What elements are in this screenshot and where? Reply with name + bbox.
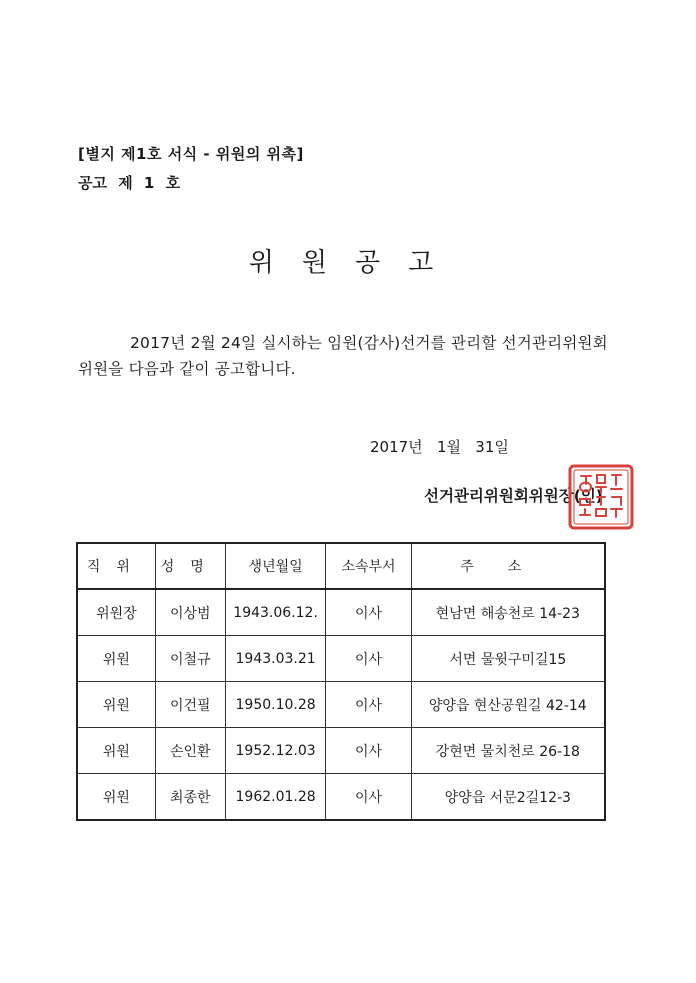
cell-address: 현남면 해송천로 14-23 bbox=[411, 589, 605, 636]
header-department: 소속부서 bbox=[326, 543, 411, 589]
cell-birthdate: 1950.10.28 bbox=[225, 682, 326, 728]
cell-name: 최종한 bbox=[155, 774, 225, 821]
cell-name: 이건필 bbox=[155, 682, 225, 728]
table-row bbox=[77, 682, 605, 728]
page-title: 위원공고 bbox=[248, 248, 462, 278]
cell-birthdate: 1962.01.28 bbox=[225, 774, 326, 821]
cell-name: 이철규 bbox=[155, 636, 225, 682]
cell-birthdate: 1943.03.21 bbox=[225, 636, 326, 682]
cell-birthdate: 1943.06.12. bbox=[225, 589, 326, 636]
form-label: [별지 제1호 서식 - 위원의 위촉] bbox=[78, 145, 304, 163]
cell-position: 위원 bbox=[77, 636, 155, 682]
cell-department: 이사 bbox=[326, 589, 411, 636]
cell-position: 위원 bbox=[77, 774, 155, 821]
official-seal-icon bbox=[567, 463, 635, 531]
cell-position: 위원장 bbox=[77, 589, 155, 636]
table-row bbox=[77, 589, 605, 636]
cell-birthdate: 1952.12.03 bbox=[225, 728, 326, 774]
header-position: 직위 bbox=[77, 543, 155, 589]
notice-body: 2017년 2월 24일 실시하는 임원(감사)선거를 관리할 선거관리위원회 위원을 다음과 같이 공고합니다. bbox=[78, 334, 608, 378]
cell-position: 위원 bbox=[77, 728, 155, 774]
members-table bbox=[76, 542, 606, 821]
cell-department: 이사 bbox=[326, 682, 411, 728]
cell-address: 양양읍 현산공원길 42-14 bbox=[411, 682, 605, 728]
header-address: 주소 bbox=[411, 543, 605, 589]
cell-name: 손인환 bbox=[155, 728, 225, 774]
chairman-signature: 선거관리위원회위원장(인) bbox=[424, 487, 603, 505]
table-header-row bbox=[77, 543, 605, 589]
table-row bbox=[77, 774, 605, 821]
cell-department: 이사 bbox=[326, 774, 411, 821]
table-row bbox=[77, 728, 605, 774]
cell-address: 강현면 물치천로 26-18 bbox=[411, 728, 605, 774]
cell-name: 이상범 bbox=[155, 589, 225, 636]
cell-address: 양양읍 서문2길12-3 bbox=[411, 774, 605, 821]
notice-date: 2017년 1월 31일 bbox=[370, 438, 509, 456]
cell-department: 이사 bbox=[326, 728, 411, 774]
notice-number: 공고 제 1 호 bbox=[78, 174, 181, 192]
table-row bbox=[77, 636, 605, 682]
cell-department: 이사 bbox=[326, 636, 411, 682]
header-birthdate: 생년월일 bbox=[225, 543, 326, 589]
header-name: 성명 bbox=[155, 543, 225, 589]
cell-position: 위원 bbox=[77, 682, 155, 728]
cell-address: 서면 물윗구미길15 bbox=[411, 636, 605, 682]
